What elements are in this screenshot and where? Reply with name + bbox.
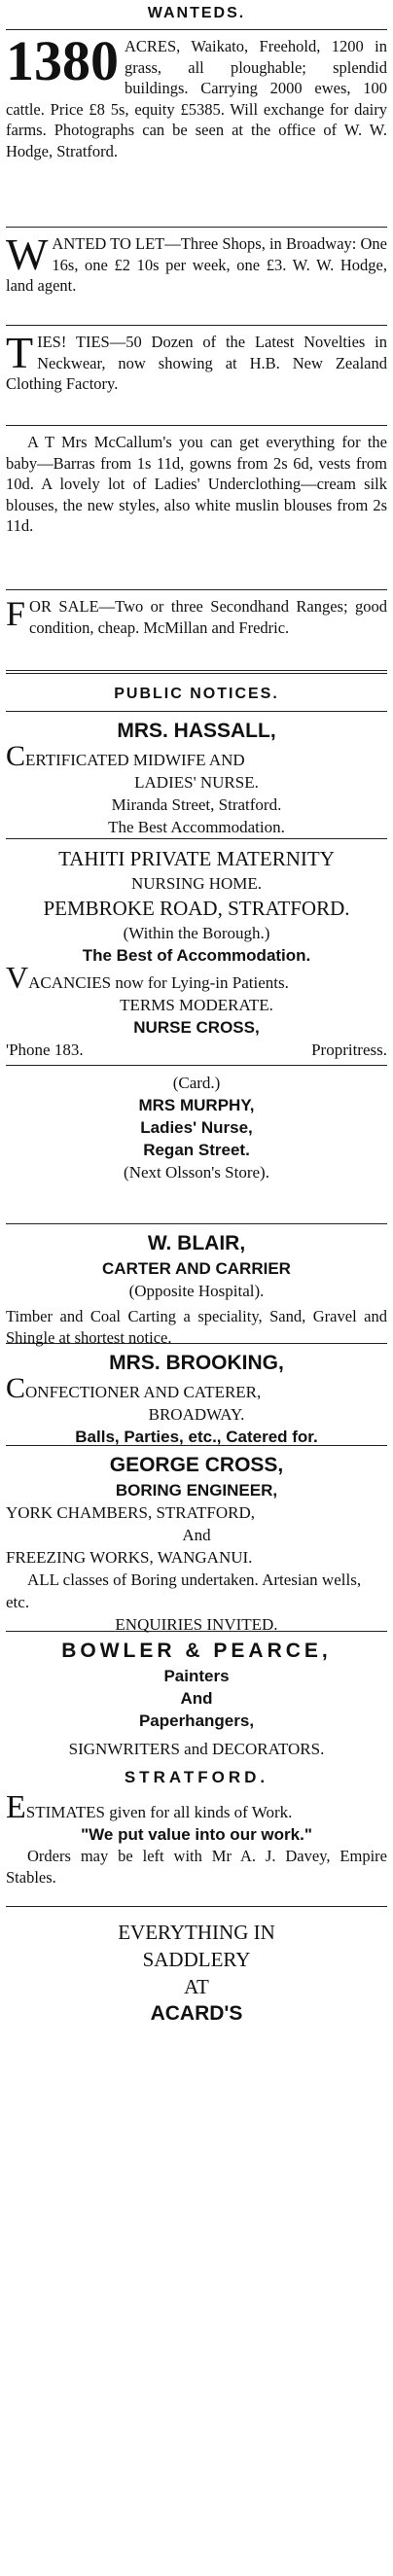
ad-initial: T: [6, 328, 34, 377]
notice-role: [6, 1372, 387, 1404]
notice-line: ACARD'S: [150, 2002, 243, 2025]
notice-name: MRS. BROOKING,: [109, 1352, 284, 1374]
notice-initial: C: [6, 740, 26, 772]
notice-role: Painters: [163, 1667, 230, 1685]
notice-line: EVERYTHING IN: [118, 1921, 275, 1944]
notice-role: Ladies' Nurse,: [140, 1118, 253, 1137]
notice-initial: E: [6, 1789, 26, 1825]
notice-line: The Best of Accommodation.: [82, 946, 311, 965]
notice-orders: Orders may be left with Mr A. J. Davey, Empire Stables.: [6, 1847, 387, 1887]
notice-estimates-text: STIMATES given for all kinds of Work.: [25, 1803, 293, 1821]
notice-street: BROADWAY.: [148, 1405, 245, 1424]
notice-vacancies: [6, 960, 387, 995]
notice-line: AT: [184, 1975, 209, 1998]
ad-text: ANTED TO LET—Three Shops, in Broadway: One 16s, one £2 10s per week, one £3. W. W. Hodge, land agent.: [6, 234, 387, 295]
notice-initial: A: [27, 1570, 40, 1589]
notice-cross: [6, 1452, 387, 1634]
notice-role-rest: ONFECTIONER AND CATERER,: [25, 1383, 262, 1401]
notice-location: (Opposite Hospital).: [128, 1282, 265, 1300]
notice-line: SADDLERY: [142, 1948, 251, 1971]
notice-blair: [6, 1230, 387, 1347]
notice-classes-text: LL classes of Boring undertaken. Artesian wells, etc.: [6, 1570, 362, 1611]
divider: [6, 1065, 387, 1066]
notice-line: YORK CHAMBERS, STRATFORD,: [6, 1503, 255, 1522]
notice-name: MRS MURPHY,: [138, 1096, 255, 1114]
notice-role: SIGNWRITERS and DECORATORS.: [68, 1740, 325, 1758]
ad-text: OR SALE—Two or three Secondhand Ranges; good condition, cheap. McMillan and Fredric.: [29, 597, 387, 637]
notice-address: Miranda Street, Stratford.: [111, 795, 282, 814]
notice-and: And: [180, 1689, 213, 1708]
divider: [6, 711, 387, 712]
notice-location: (Next Olsson's Store).: [124, 1163, 269, 1182]
ad-number: 1380: [6, 29, 119, 92]
section-divider: [6, 670, 387, 674]
ad-text: IES! TIES—50 Dozen of the Latest Novelties in Neckwear, now showing at H.B. New Zealand Clothing Factory.: [6, 333, 387, 393]
notice-title-line2: LADIES' NURSE.: [134, 773, 259, 792]
notice-name: MRS. HASSALL,: [117, 720, 276, 742]
notice-text: Balls, Parties, etc., Catered for.: [75, 1428, 318, 1446]
divider: [6, 1223, 387, 1224]
notice-vacancies-text: ACANCIES now for Lying-in Patients.: [28, 973, 289, 992]
notice-murphy: [6, 1072, 387, 1217]
notice-title: [6, 740, 387, 772]
notice-role: CARTER AND CARRIER: [102, 1259, 291, 1278]
ad-initial: F: [6, 594, 26, 633]
notice-tahiti: [6, 845, 387, 1059]
divider: [6, 227, 387, 228]
notice-motto: "We put value into our work.": [81, 1825, 312, 1844]
notice-classes: [6, 1569, 387, 1613]
notice-text: Timber and Coal Carting a speciality, Sand, Gravel and Shingle at shortest notice.: [6, 1307, 387, 1347]
ad-ties: [6, 328, 387, 419]
ad-text: ACRES, Waikato, Freehold, 1200 in grass, all ploughable; splendid buildings. Carrying 2000 ewes, 100 cattle. Price £8 5s, equity £5385. Will exchange for dairy farms. Photographs can be seen at the office of W. W. Hodge, Stratford.: [6, 37, 387, 160]
notice-initial: V: [6, 960, 29, 995]
notice-enquiries: ENQUIRIES INVITED.: [115, 1615, 278, 1634]
divider: [6, 325, 387, 326]
notice-brooking: [6, 1350, 387, 1446]
ad-acres-waikato: [6, 29, 387, 221]
ad-for-sale: [6, 596, 387, 660]
notice-title-rest: ERTIFICATED MIDWIFE AND: [25, 751, 245, 769]
notice-line: PEMBROKE ROAD, STRATFORD.: [43, 897, 350, 920]
notice-name: GEORGE CROSS,: [109, 1454, 284, 1476]
notice-terms: TERMS MODERATE.: [120, 996, 273, 1014]
notice-tagline: The Best Accommodation.: [108, 818, 285, 836]
wanteds-heading: WANTEDS.: [147, 5, 246, 21]
notice-street: Regan Street.: [143, 1141, 250, 1159]
divider: [6, 1906, 387, 1907]
notice-saddlery: [6, 1913, 387, 2028]
ad-mccallum: [6, 432, 387, 583]
notice-phone-row: [6, 1039, 387, 1061]
notice-phone: 'Phone 183.: [6, 1041, 84, 1059]
divider: [6, 589, 387, 590]
divider: [6, 838, 387, 839]
notice-nurse: NURSE CROSS,: [133, 1018, 260, 1037]
notice-bowler-pearce: [6, 1638, 387, 1900]
notice-town: STRATFORD.: [124, 1768, 269, 1786]
public-notices-heading: PUBLIC NOTICES.: [114, 686, 279, 702]
divider: [6, 425, 387, 426]
ad-initial: W: [6, 229, 49, 279]
notice-estimates: [6, 1789, 387, 1825]
notice-name: BOWLER & PEARCE,: [61, 1640, 332, 1662]
ad-text: A T Mrs McCallum's you can get everything for the baby—Barras from 1s 11d, gowns from 2s 6d, vests from 10d. A lovely lot of Ladies' Underclothing—cream silk blouses, the new styles, also white muslin blouses from 2s 11d.: [6, 433, 387, 535]
notice-initial: C: [6, 1372, 26, 1404]
notice-name: W. BLAIR,: [147, 1232, 246, 1254]
notice-line: TAHITI PRIVATE MATERNITY: [58, 847, 335, 870]
notice-line: FREEZING WORKS, WANGANUI.: [6, 1548, 253, 1567]
ad-wanted-to-let: [6, 229, 387, 319]
notice-hassall: [6, 718, 387, 836]
notice-role: BORING ENGINEER,: [115, 1481, 278, 1500]
notice-role: Paperhangers,: [138, 1711, 255, 1730]
notice-card: (Card.): [172, 1074, 221, 1092]
notice-proprietress: Propritress.: [311, 1041, 387, 1059]
notice-and: And: [182, 1526, 211, 1544]
notice-line: NURSING HOME.: [130, 874, 263, 893]
notice-line: (Within the Borough.): [123, 924, 270, 942]
